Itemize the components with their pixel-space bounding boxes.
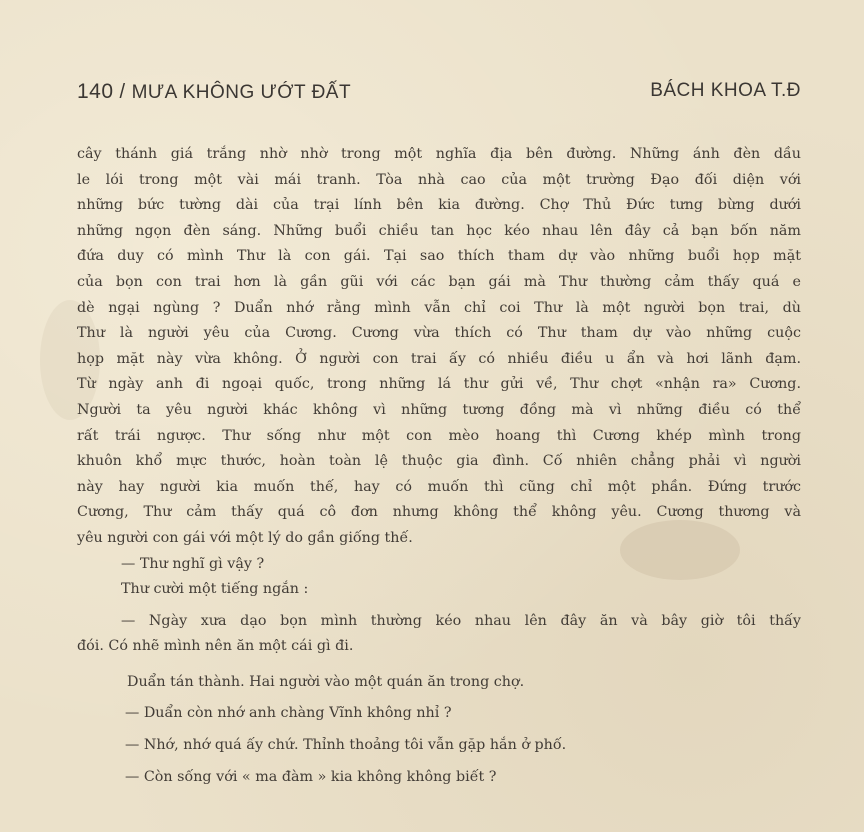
page-body — [77, 142, 801, 790]
text-line: Thư là người yêu của Cương. Cương vừa thích có Thư tham dự vào những cuộc — [77, 325, 801, 342]
header-left — [77, 80, 351, 104]
publication-name: BÁCH KHOA T.Đ — [650, 80, 801, 101]
text-line: những ngọn đèn sáng. Những buổi chiều tan học kéo nhau lên đây cả bạn bốn năm — [77, 222, 801, 239]
text-line: cây thánh giá trắng nhờ nhờ trong một nghĩa địa bên đường. Những ánh đèn dầu — [77, 146, 801, 162]
text-line: rất trái ngược. Thư sống như một con mèo hoang thì Cương khép mình trong — [77, 427, 801, 444]
text-line: le lói trong một vài mái tranh. Tòa nhà cao của một trường Đạo đối diện với — [77, 171, 801, 188]
dialog-line: — Còn sống với « ma đàm » kia không không biết ? — [125, 768, 497, 785]
text-line: này hay người kia muốn thế, hay có muốn thì cũng chỉ một phần. Đứng trước — [77, 478, 801, 495]
dialog-line: Thư cười một tiếng ngắn : — [121, 581, 309, 598]
text-line: Cương, Thư cảm thấy quá cô đơn nhưng không thể không yêu. Cương thương và — [77, 504, 801, 521]
text-line: của bọn con trai hơn là gần gũi với các bạn gái mà Thư thường cảm thấy quá e — [77, 273, 801, 290]
text-line: họp mặt này vừa không. Ở người con trai ấy có nhiều điều u ẩn và hơi lãnh đạm. — [77, 350, 801, 367]
dialog-line: — Thư nghĩ gì vậy ? — [121, 555, 265, 572]
text-line: yêu người con gái với một lý do gần giống thế. — [77, 529, 413, 546]
header-separator: / — [119, 81, 126, 103]
text-line: đói. Có nhẽ mình nên ăn một cái gì đi. — [77, 638, 354, 655]
book-title: MƯA KHÔNG ƯỚT ĐẤT — [131, 82, 352, 103]
text-line: đứa duy có mình Thư là con gái. Tại sao thích tham dự vào những buổi họp mặt — [77, 248, 801, 265]
text-line: Người ta yêu người khác không vì những tương đồng mà vì những điều có thể — [77, 401, 801, 418]
page-number: 140 — [77, 80, 114, 103]
running-header — [77, 80, 801, 110]
text-line: khuôn khổ mực thước, hoàn toàn lệ thuộc gia đình. Cố nhiên chẳng phải vì người — [77, 453, 801, 470]
text-line: — Ngày xưa dạo bọn mình thường kéo nhau lên đây ăn và bây giờ tôi thấy — [121, 612, 801, 629]
dialog-line: — Duẩn còn nhớ anh chàng Vĩnh không nhỉ ? — [125, 705, 452, 722]
text-line: dè ngại ngùng ? Duẩn nhớ rằng mình vẫn chỉ coi Thư là một người bọn trai, dù — [77, 299, 801, 316]
dialog-line: — Nhớ, nhớ quá ấy chứ. Thỉnh thoảng tôi vẫn gặp hắn ở phố. — [125, 737, 567, 754]
text-line: Từ ngày anh đi ngoại quốc, trong những lá thư gửi về, Thư chợt «nhận ra» Cương. — [77, 376, 801, 393]
text-line: những bức tường dài của trại lính bên kia đường. Chợ Thủ Đức tưng bừng dưới — [77, 197, 801, 214]
text-line: Duẩn tán thành. Hai người vào một quán ăn trong chợ. — [127, 673, 525, 690]
